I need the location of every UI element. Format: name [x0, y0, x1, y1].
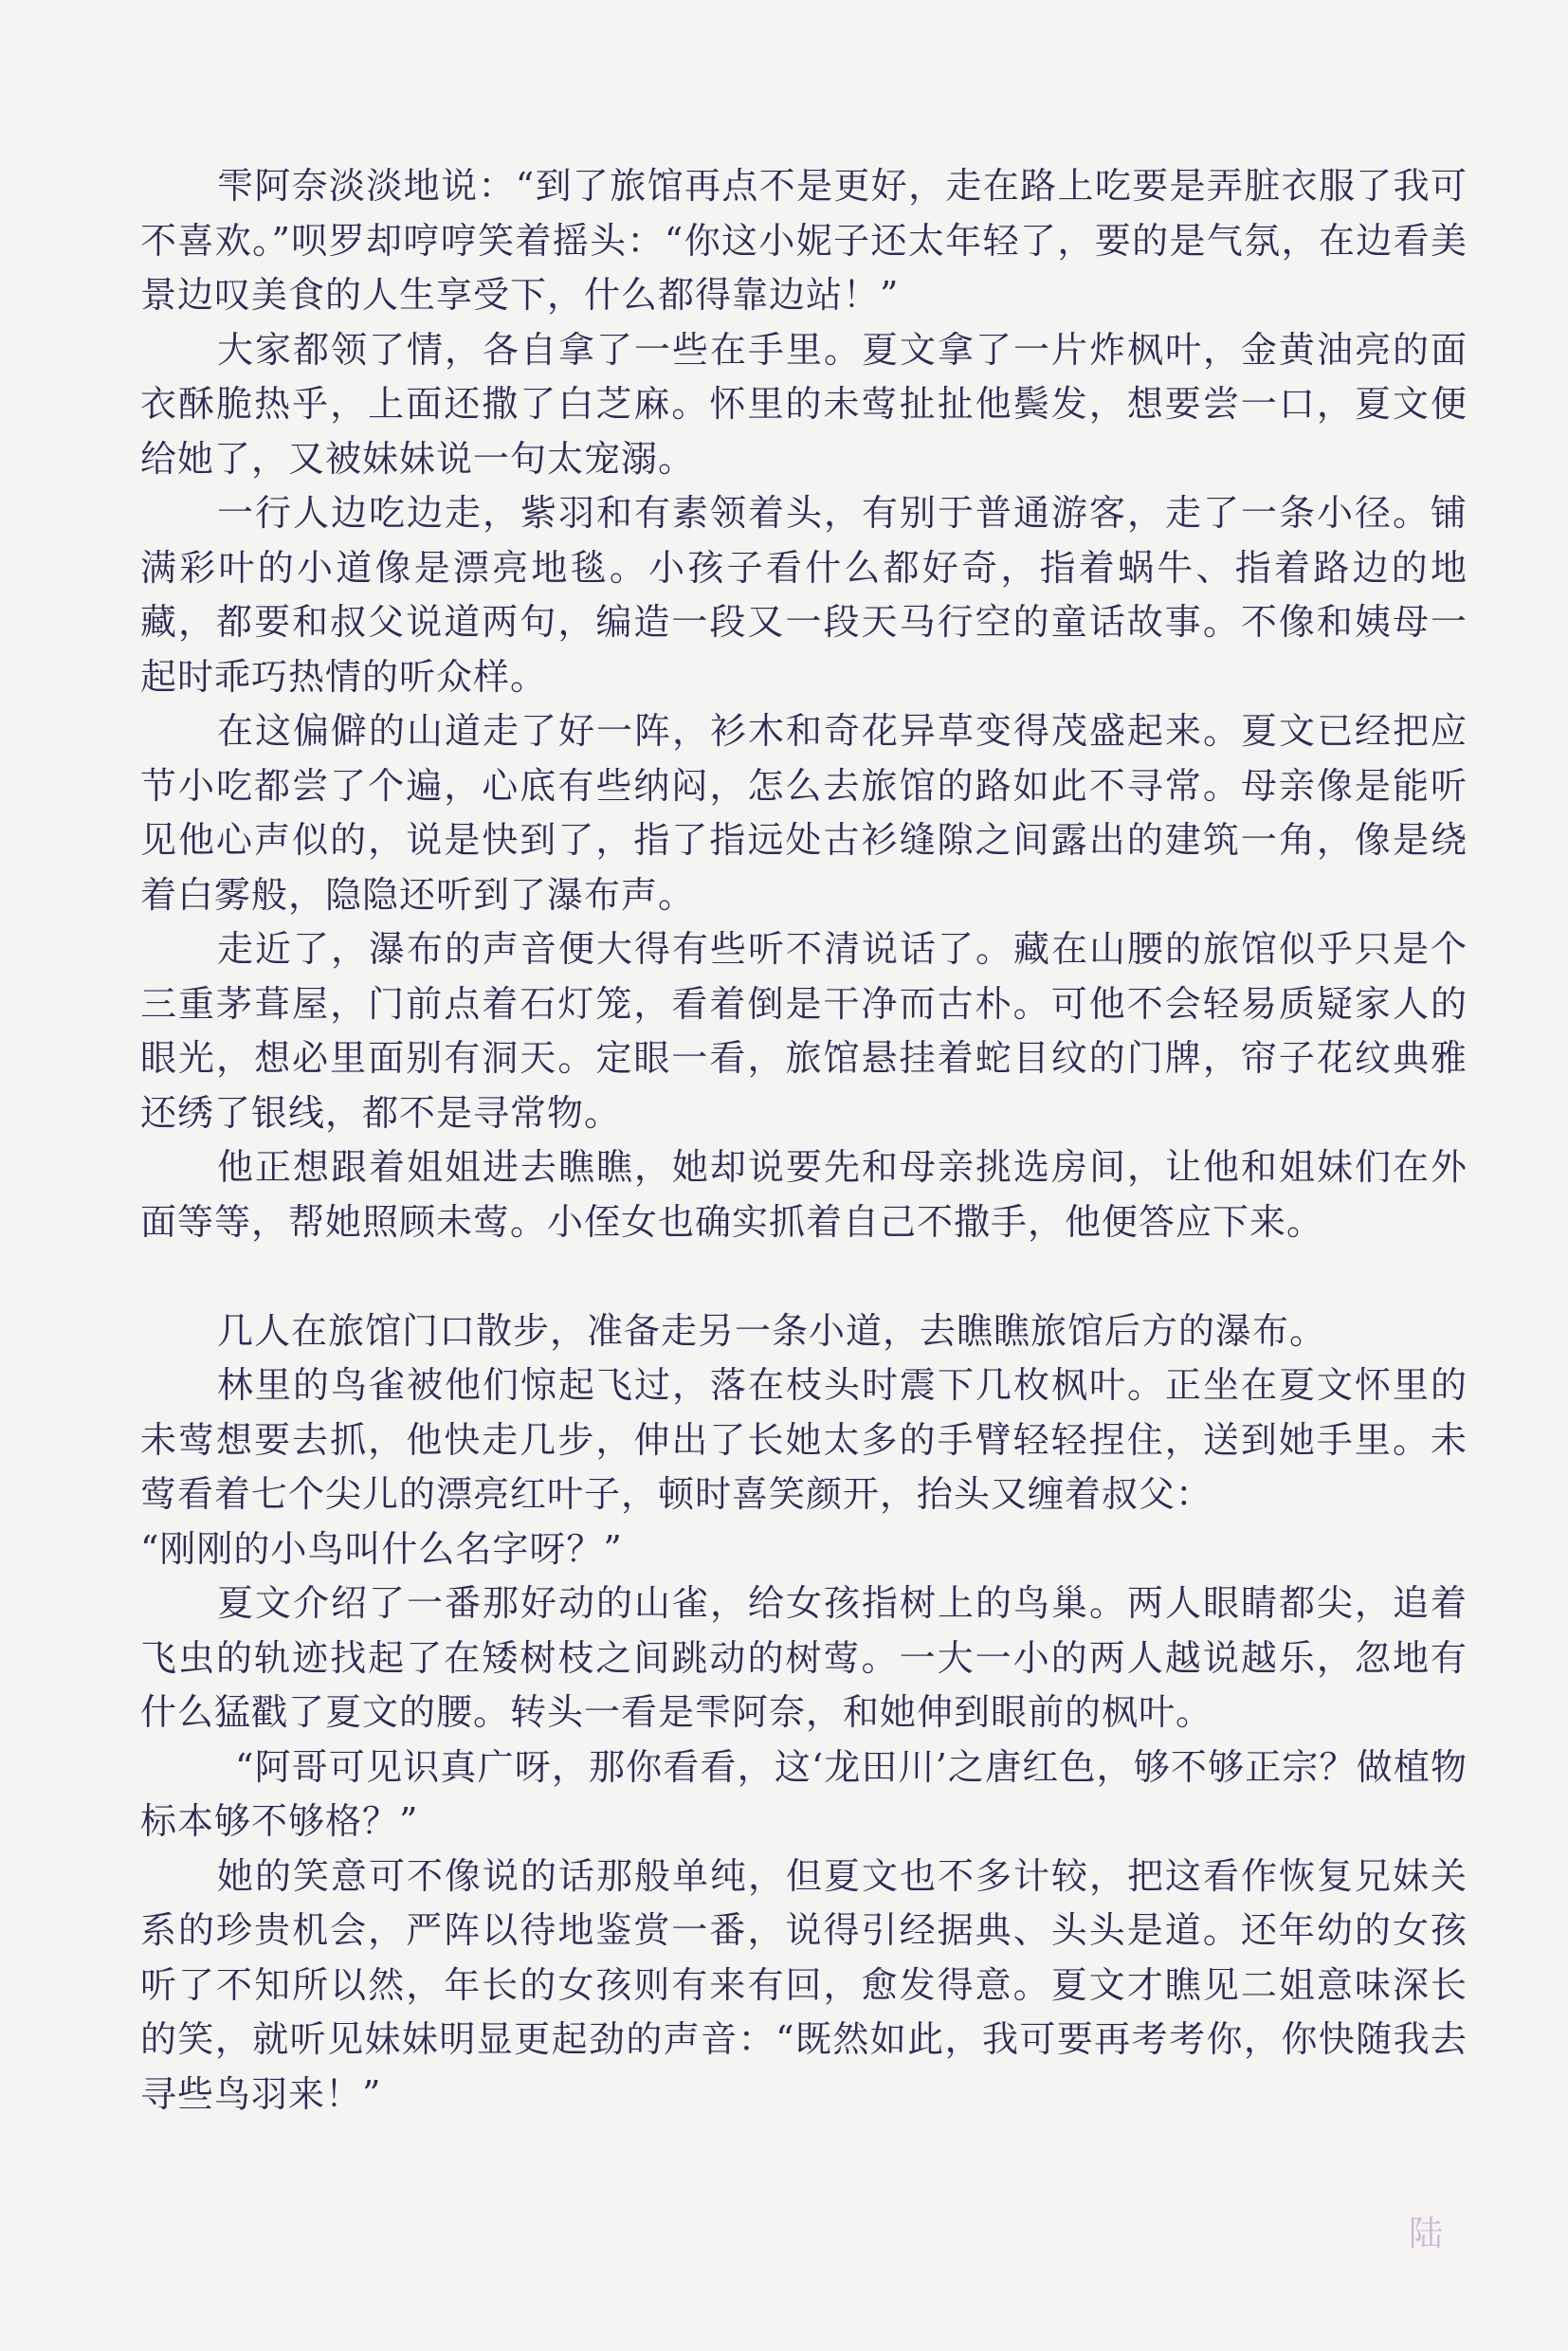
paragraph: 雫阿奈淡淡地说：“到了旅馆再点不是更好，走在路上吃要是弄脏衣服了我可不喜欢。”呗罗却哼哼笑着摇头：“你这小妮子还太年轻了，要的是气氛，在边看美景边叹美食的人生享受下，什么都得靠边站！” [140, 165, 1468, 316]
paragraph: 他正想跟着姐姐进去瞧瞧，她却说要先和母亲挑选房间，让他和姐妹们在外面等等，帮她照顾未莺。小侄女也确实抓着自己不撒手，他便答应下来。 [140, 1146, 1468, 1243]
page-body [140, 159, 1468, 2122]
paragraph: 在这偏僻的山道走了好一阵，衫木和奇花异草变得茂盛起来。夏文已经把应节小吃都尝了个遍，心底有些纳闷，怎么去旅馆的路如此不寻常。母亲像是能听见他心声似的，说是快到了，指了指远处古衫缝隙之间露出的建筑一角，像是绕着白雾般，隐隐还听到了瀑布声。 [140, 710, 1468, 916]
page-number: 陆 [1409, 2214, 1444, 2253]
paragraph: 一行人边吃边走，紫羽和有素领着头，有别于普通游客，走了一条小径。铺满彩叶的小道像是漂亮地毯。小孩子看什么都好奇，指着蜗牛、指着路边的地藏，都要和叔父说道两句，编造一段又一段天马行空的童话故事。不像和姨母一起时乖巧热情的听众样。 [140, 492, 1468, 698]
paragraph: 林里的鸟雀被他们惊起飞过，落在枝头时震下几枚枫叶。正坐在夏文怀里的未莺想要去抓，他快走几步，伸出了长她太多的手臂轻轻捏住，送到她手里。未莺看着七个尖儿的漂亮红叶子，顿时喜笑颜开，抬头又缠着叔父： [140, 1364, 1468, 1515]
paragraph: 她的笑意可不像说的话那般单纯，但夏文也不多计较，把这看作恢复兄妹关系的珍贵机会，严阵以待地鉴赏一番，说得引经据典、头头是道。还年幼的女孩听了不知所以然，年长的女孩则有来有回，愈发得意。夏文才瞧见二姐意味深长的笑，就听见妹妹明显更起劲的声音：“既然如此，我可要再考考你，你快随我去寻些鸟羽来！” [140, 1854, 1468, 2115]
paragraph: 走近了，瀑布的声音便大得有些听不清说话了。藏在山腰的旅馆似乎只是个三重茅葺屋，门前点着石灯笼，看着倒是干净而古朴。可他不会轻易质疑家人的眼光，想必里面别有洞天。定眼一看，旅馆悬挂着蛇目纹的门牌，帘子花纹典雅还绣了银线，都不是寻常物。 [140, 928, 1468, 1134]
paragraph: 夏文介绍了一番那好动的山雀，给女孩指树上的鸟巢。两人眼睛都尖，追着飞虫的轨迹找起了在矮树枝之间跳动的树莺。一大一小的两人越说越乐，忽地有什么猛戳了夏文的腰。转头一看是雫阿奈，和她伸到眼前的枫叶。 [140, 1582, 1468, 1733]
dialogue-line: “阿哥可见识真广呀，那你看看，这‘龙田川’之唐红色，够不够正宗？做植物标本够不够格？” [140, 1745, 1468, 1842]
section-break [140, 1249, 1468, 1304]
paragraph: 几人在旅馆门口散步，准备走另一条小道，去瞧瞧旅馆后方的瀑布。 [217, 1309, 1327, 1352]
paragraph: 大家都领了情，各自拿了一些在手里。夏文拿了一片炸枫叶，金黄油亮的面衣酥脆热乎，上面还撒了白芝麻。怀里的未莺扯扯他鬓发，想要尝一口，夏文便给她了，又被妹妹说一句太宠溺。 [140, 328, 1468, 480]
dialogue-line: “刚刚的小鸟叫什么名字呀？” [140, 1527, 623, 1570]
